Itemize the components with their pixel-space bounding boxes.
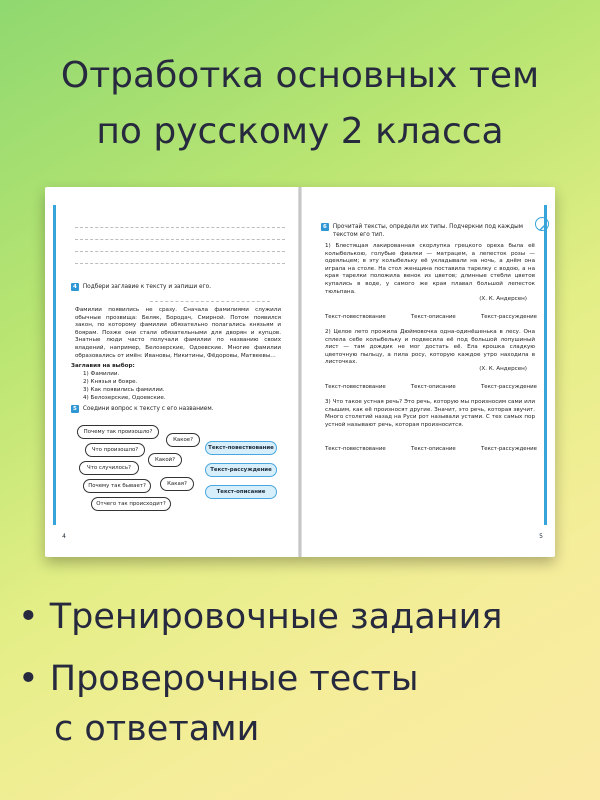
- question-chip[interactable]: Какой?: [148, 453, 182, 467]
- task-title: Прочитай тексты, определи их типы. Подчеркни под каждым текстом его тип.: [332, 224, 524, 238]
- question-chip[interactable]: Что случилось?: [79, 461, 139, 475]
- target-description[interactable]: Текст-описание: [205, 485, 277, 499]
- question-chip[interactable]: Какая?: [160, 477, 194, 491]
- answer-line: [75, 239, 285, 240]
- answer-line: [75, 263, 285, 264]
- choice-item: 1) Фамилии.: [83, 371, 120, 377]
- task-6-text-2: 2) Целое лето прожила Дюймовочка одна-одинёшенька в лесу. Она сплела себе колыбельку и подвесила её под большой лопушиный лист — там дождик не мог достать её. Ела крошка сладкую цветочную пыльцу, а пила росу, которую каждое утро находила в листочках.: [325, 329, 535, 366]
- task-number: 4: [73, 284, 77, 290]
- answer-line: [75, 227, 285, 228]
- author-credit: (Х. К. Андерсен): [479, 366, 527, 372]
- headline: [0, 48, 600, 160]
- task-6-text-1: 1) Блестящая лакированная скорлупка грецкого ореха была её колыбелькою, голубые фиалки — матрацем, а лепесток розы — одеяльцем; в эту колыбельку её укладывали на ночь, а днём она играла на столе. На стол женщина поставила тарелку с водою, а на края тарелки положила венок из цветов; длинные стебли цветов купались в воде, у самого же края плавал большой лепесток тюльпана.: [325, 243, 535, 295]
- task-6-header: [321, 223, 533, 239]
- option-reasoning[interactable]: Текст-рассуждение: [480, 446, 537, 452]
- option-reasoning[interactable]: Текст-рассуждение: [480, 384, 537, 390]
- option-description[interactable]: Текст-описание: [410, 446, 456, 452]
- page-number: 4: [62, 533, 66, 540]
- headline-line-2: по русскому 2 класса: [96, 111, 504, 152]
- option-reasoning[interactable]: Текст-рассуждение: [480, 314, 537, 320]
- bullet-tests: • Проверочные тесты: [18, 659, 419, 699]
- author-credit: (Х. К. Андерсен): [479, 296, 527, 302]
- book-spine: [298, 187, 302, 557]
- target-narrative[interactable]: Текст-повествование: [205, 441, 277, 455]
- option-narrative[interactable]: Текст-повествование: [325, 446, 386, 452]
- question-chip[interactable]: Что произошло?: [85, 443, 145, 457]
- text-type-options: [325, 383, 537, 391]
- choice-item: 4) Белозерские, Одоевские.: [83, 395, 166, 401]
- question-chip[interactable]: Почему так произошло?: [77, 425, 159, 439]
- question-chip[interactable]: Почему так бывает?: [83, 479, 151, 493]
- option-narrative[interactable]: Текст-повествование: [325, 314, 386, 320]
- bullet-training-tasks: • Тренировочные задания: [18, 597, 503, 637]
- option-description[interactable]: Текст-описание: [410, 314, 456, 320]
- task-6-text-3: 3) Что такое устная речь? Это речь, которую мы произносим сами или слышим, как её произносят другие. Значит, это речь, которая звучит. Много столетий назад на Руси рот называли устами. С тех самых пор устной называют речь, которая произносится.: [325, 399, 535, 428]
- left-page-margin-bar: [53, 205, 56, 525]
- task-number: 6: [323, 224, 327, 230]
- workbook-spread: [45, 187, 555, 557]
- title-answer-line: [150, 301, 270, 302]
- task-number: 5: [73, 406, 77, 412]
- right-page: [315, 187, 543, 557]
- page-number: 5: [539, 533, 543, 540]
- task-5-header: [71, 405, 214, 413]
- question-chip[interactable]: Какое?: [166, 433, 200, 447]
- answer-line: [75, 251, 285, 252]
- task-title: Подбери заглавие к тексту и запиши его.: [82, 284, 212, 290]
- right-page-margin-bar: [544, 205, 547, 525]
- choices-title: Заглавия на выбор:: [71, 363, 135, 369]
- question-chip[interactable]: Отчего так происходит?: [91, 497, 171, 511]
- text-type-options: [325, 445, 537, 453]
- text-type-options: [325, 313, 537, 321]
- option-description[interactable]: Текст-описание: [410, 384, 456, 390]
- choice-item: 3) Как появились фамилии.: [83, 387, 165, 393]
- target-reasoning[interactable]: Текст-рассуждение: [205, 463, 277, 477]
- left-page: [62, 187, 289, 557]
- bullet-tests-continued: с ответами: [54, 709, 260, 749]
- pencil-icon: [535, 217, 549, 231]
- choice-item: 2) Князья и бояре.: [83, 379, 138, 385]
- task-4-header: [71, 283, 211, 291]
- task-4-text: Фамилии появились не сразу. Сначала фамилиями служили обычные прозвища: Беляк, Бородач, Смирной. Потом появился закон, по которому фамилии обязательно полагались князьям и боярам. Позже они стали обязательными для дворян и купцов. Знатные люди часто получали фамилии по названию своих владений, например, Белозерские, Одоевские. Многие фамилии образовались от имён: Ивановы, Никитины, Фёдоровы, Матвеевы…: [75, 307, 281, 359]
- task-title: Соедини вопрос к тексту с его названием.: [82, 406, 214, 412]
- headline-line-1: Отработка основных тем: [60, 55, 540, 96]
- option-narrative[interactable]: Текст-повествование: [325, 384, 386, 390]
